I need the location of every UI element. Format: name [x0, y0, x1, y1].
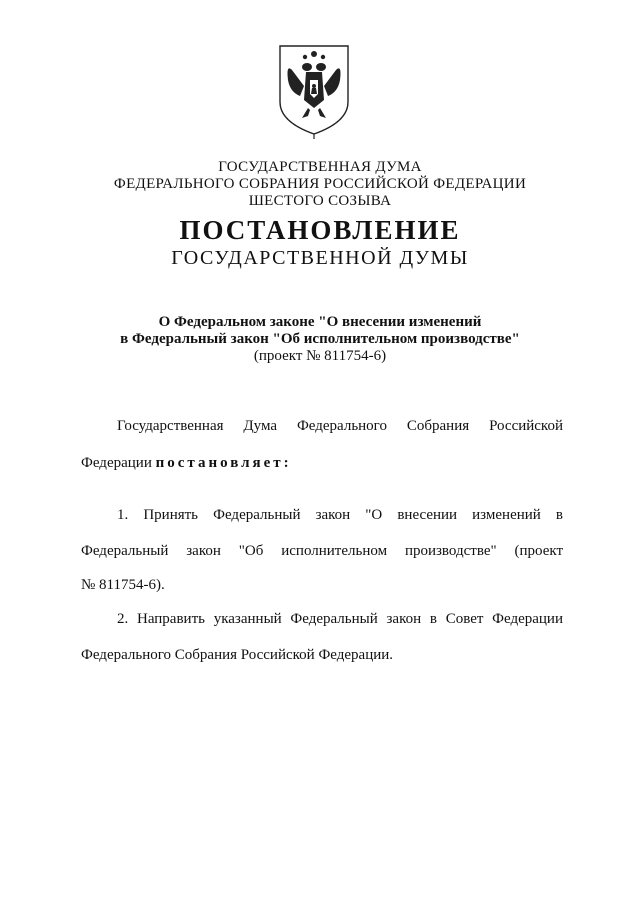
subject-line-1: О Федеральном законе "О внесении изменений [158, 314, 482, 330]
item-1-line-2: Федеральный закон "Об исполнительном производстве" (проект [81, 543, 563, 559]
item-1-line-3: № 811754-6). [81, 577, 165, 593]
document-title: ПОСТАНОВЛЕНИЕ [179, 215, 461, 245]
russian-coat-of-arms-icon [274, 40, 354, 140]
subject-line-2: в Федеральный закон "Об исполнительном производстве" [120, 331, 520, 347]
header-line-2: ФЕДЕРАЛЬНОГО СОБРАНИЯ РОССИЙСКОЙ ФЕДЕРАЦИИ [113, 176, 527, 192]
document-subtitle: ГОСУДАРСТВЕННОЙ ДУМЫ [171, 247, 469, 269]
decree-verb: постановляет: [155, 455, 292, 471]
item-1-line-1: 1. Принять Федеральный закон "О внесении изменений в [117, 507, 563, 523]
item-2-line-1: 2. Направить указанный Федеральный закон в Совет Федерации [117, 611, 563, 627]
header-line-1: ГОСУДАРСТВЕННАЯ ДУМА [218, 159, 422, 175]
item-2-line-2: Федерального Собрания Российской Федерации. [81, 647, 394, 663]
intro-text: Федерации [81, 455, 156, 471]
intro-line-1: Государственная Дума Федерального Собрания Российской [117, 418, 563, 434]
subject-line-3: (проект № 811754-6) [253, 348, 387, 364]
header-line-3: ШЕСТОГО СОЗЫВА [248, 193, 392, 209]
intro-line-2 [81, 454, 563, 472]
